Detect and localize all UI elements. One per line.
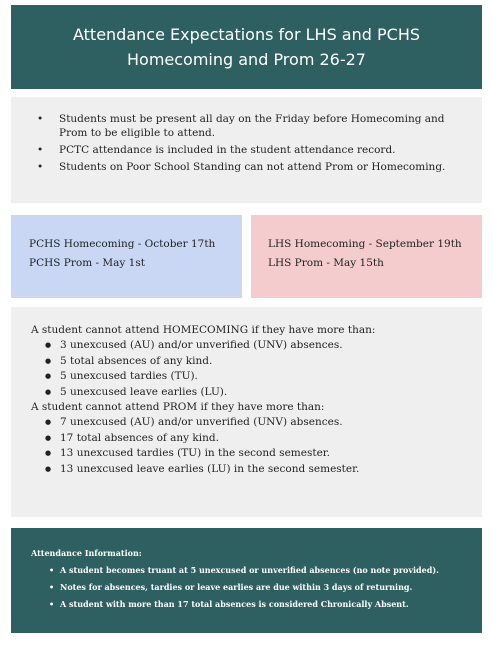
homecoming-limits-list	[31, 338, 472, 400]
list-item: ● 7 unexcused (AU) and/or unverified (UNV) absences.	[31, 415, 472, 430]
attendance-info-heading: Attendance Information:	[31, 548, 142, 558]
list-item: • Students on Poor School Standing can not attend Prom or Homecoming.	[37, 160, 462, 174]
requirements-box	[11, 307, 482, 517]
list-item: • Notes for absences, tardies or leave earlies are due within 3 days of returning.	[31, 580, 472, 595]
pchs-homecoming-date: PCHS Homecoming - October 17th	[29, 238, 216, 250]
list-item: ● 5 unexcused tardies (TU).	[31, 369, 472, 384]
pchs-prom-date: PCHS Prom - May 1st	[29, 257, 145, 269]
list-item: ● 13 unexcused tardies (TU) in the second semester.	[31, 446, 472, 461]
pchs-dates-box	[11, 215, 242, 298]
list-item: • A student with more than 17 total absences is considered Chronically Absent.	[31, 597, 472, 612]
list-item: ● 5 unexcused leave earlies (LU).	[31, 385, 472, 400]
list-item: ● 5 total absences of any kind.	[31, 354, 472, 369]
general-rules-list	[37, 112, 462, 174]
lhs-dates-box	[251, 215, 482, 298]
homecoming-limits-intro: A student cannot attend HOMECOMING if they have more than:	[31, 324, 376, 336]
lhs-homecoming-date: LHS Homecoming - September 19th	[268, 238, 462, 250]
header-banner	[11, 5, 482, 89]
list-item: ● 13 unexcused leave earlies (LU) in the second semester.	[31, 462, 472, 477]
list-item: • A student becomes truant at 5 unexcused or unverified absences (no note provided).	[31, 563, 472, 578]
page-title-line-2: Homecoming and Prom 26-27	[127, 50, 366, 69]
list-item: ● 17 total absences of any kind.	[31, 431, 472, 446]
prom-limits-intro: A student cannot attend PROM if they have more than:	[31, 401, 325, 414]
list-item: • Students must be present all day on the Friday before Homecoming and Prom to be eligible to attend.	[37, 112, 462, 140]
general-rules-box	[11, 97, 482, 203]
page-title-line-1: Attendance Expectations for LHS and PCHS	[72, 25, 420, 44]
list-item: ● 3 unexcused (AU) and/or unverified (UNV) absences.	[31, 338, 472, 353]
list-item: • PCTC attendance is included in the student attendance record.	[37, 143, 462, 157]
lhs-prom-date: LHS Prom - May 15th	[268, 257, 384, 269]
attendance-info-list	[31, 563, 472, 612]
prom-limits-list	[31, 415, 472, 477]
attendance-info-box	[11, 528, 482, 633]
